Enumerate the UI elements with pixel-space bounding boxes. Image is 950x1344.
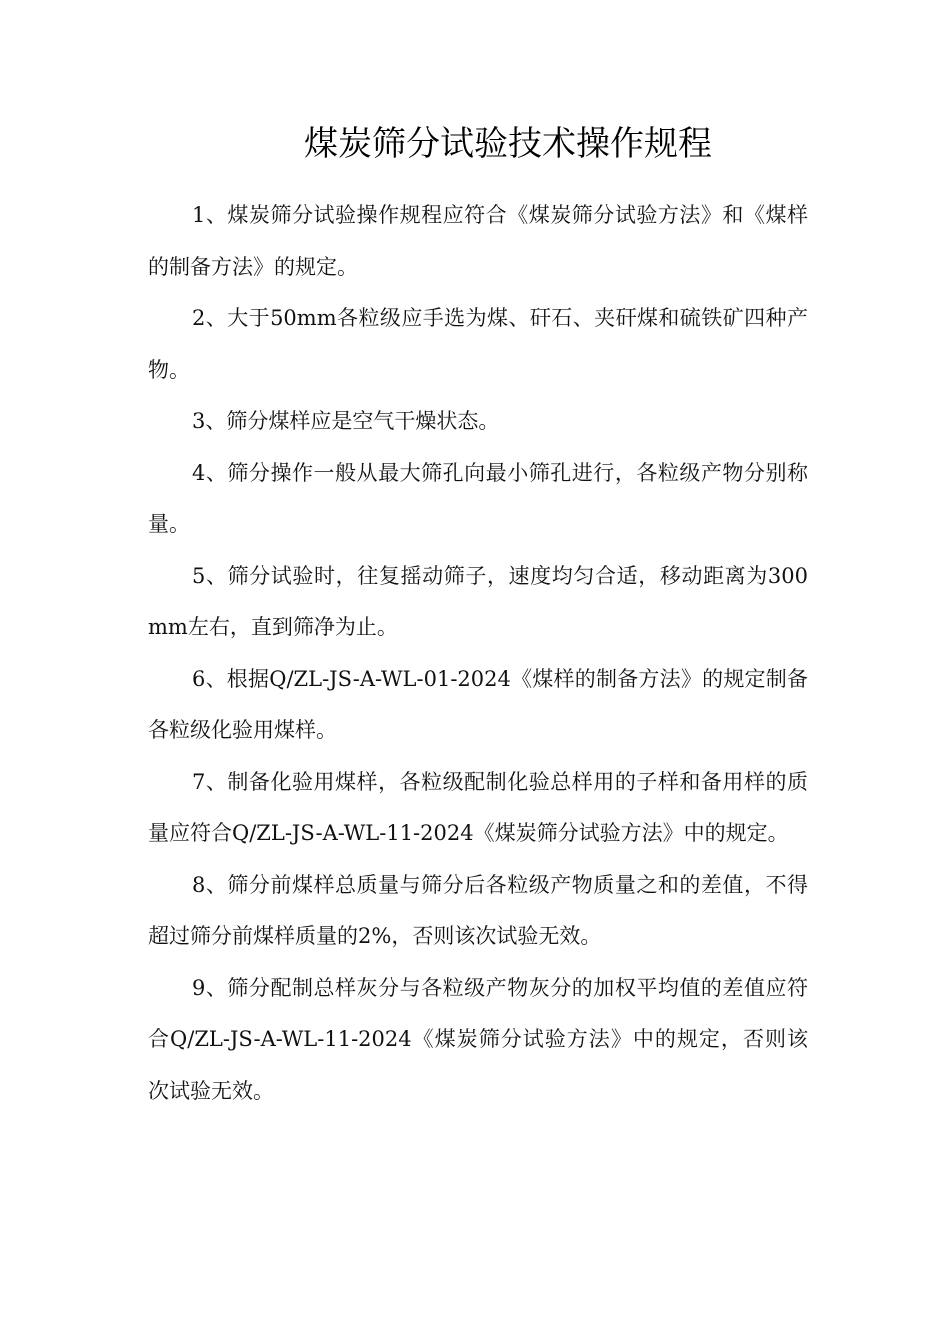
document-body [148,190,808,1117]
paragraph-7: 7、制备化验用煤样，各粒级配制化验总样用的子样和备用样的质量应符合Q/ZL-JS-A-WL-11-2024《煤炭筛分试验方法》中的规定。 [148,769,808,845]
paragraph-5: 5、筛分试验时，往复摇动筛子，速度均匀合适，移动距离为300mm左右，直到筛净为止。 [148,563,808,639]
paragraph-8: 8、筛分前煤样总质量与筛分后各粒级产物质量之和的差值，不得超过筛分前煤样质量的2%，否则该次试验无效。 [148,872,808,948]
document-title: 煤炭筛分试验技术操作规程 [304,124,712,164]
paragraph-6: 6、根据Q/ZL-JS-A-WL-01-2024《煤样的制备方法》的规定制备各粒级化验用煤样。 [148,666,808,742]
paragraph-3: 3、筛分煤样应是空气干燥状态。 [192,409,500,433]
paragraph-1: 1、煤炭筛分试验操作规程应符合《煤炭筛分试验方法》和《煤样的制备方法》的规定。 [148,203,808,279]
paragraph-4: 4、筛分操作一般从最大筛孔向最小筛孔进行，各粒级产物分别称量。 [148,460,808,536]
paragraph-9: 9、筛分配制总样灰分与各粒级产物灰分的加权平均值的差值应符合Q/ZL-JS-A-WL-11-2024《煤炭筛分试验方法》中的规定，否则该次试验无效。 [148,975,808,1103]
paragraph-2: 2、大于50mm各粒级应手选为煤、矸石、夹矸煤和硫铁矿四种产物。 [148,306,808,382]
